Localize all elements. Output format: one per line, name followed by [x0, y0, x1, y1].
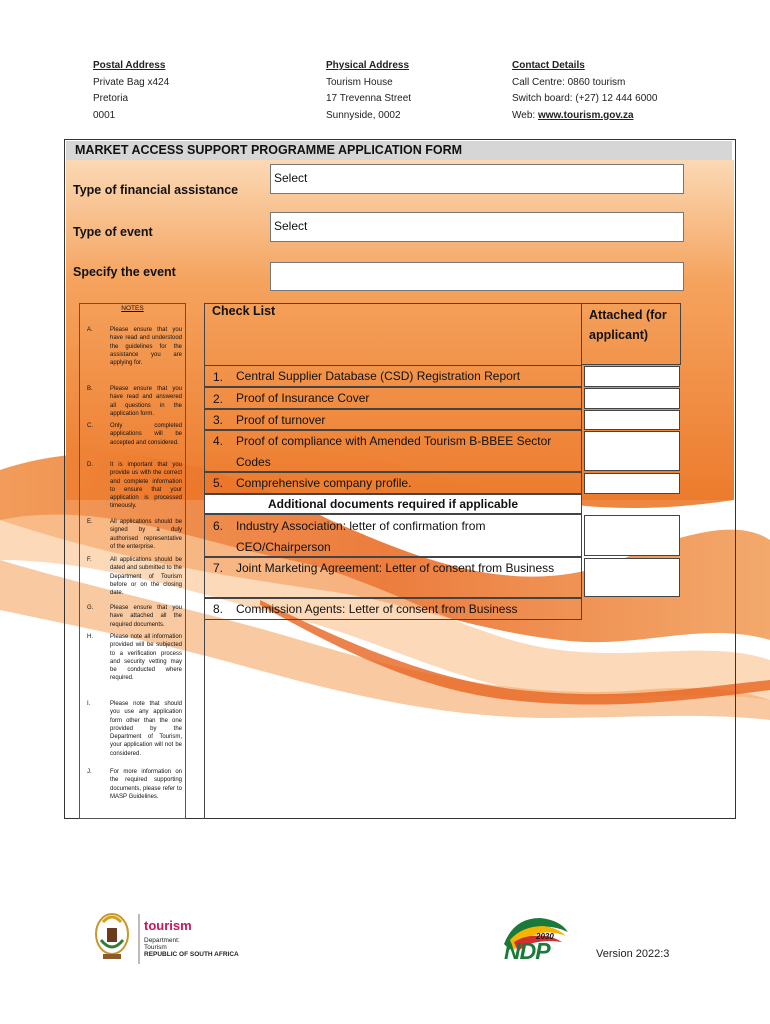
checklist-num: 2. — [213, 392, 224, 406]
checklist-row — [204, 472, 582, 494]
checklist-num: 4. — [213, 434, 224, 448]
note-letter: C. — [87, 423, 93, 429]
postal-line: 0001 — [93, 109, 116, 121]
dept-line: Tourism — [144, 944, 167, 951]
attached-checkbox-6[interactable] — [584, 515, 680, 556]
checklist-num: 8. — [213, 602, 224, 616]
note-letter: B. — [87, 386, 93, 392]
note-letter: F. — [87, 557, 92, 563]
dept-line: REPUBLIC OF SOUTH AFRICA — [144, 951, 239, 958]
note-text: Please note that should you use any application form other than the one provided by the Department of Tourism, your application will not be considered. — [110, 701, 182, 757]
attached-checkbox-2[interactable] — [584, 388, 680, 409]
checklist-heading: Check List — [212, 304, 276, 318]
physical-address-heading: Physical Address — [326, 60, 410, 71]
checklist-num: 6. — [213, 519, 224, 533]
attached-checkbox-1[interactable] — [584, 366, 680, 387]
postal-address-block — [93, 58, 169, 124]
checklist-text: Proof of compliance with Amended Tourism B-BBEE Sector Codes — [236, 434, 552, 469]
department-of-tourism-logo — [93, 910, 253, 966]
note-text: Only completed applications will be accepted and considered. — [110, 423, 182, 446]
notes-title: NOTES — [121, 305, 144, 312]
checklist-row — [204, 430, 582, 472]
checklist-num: 1. — [213, 370, 224, 384]
checklist-text: Commission Agents: Letter of consent from Business — [236, 602, 518, 616]
physical-line: Sunnyside, 0002 — [326, 109, 401, 121]
postal-line: Pretoria — [93, 93, 129, 104]
website-link[interactable]: www.tourism.gov.za — [537, 109, 634, 121]
ndp-text: NDP — [504, 938, 550, 964]
note-letter: J. — [87, 769, 92, 775]
specify-event-label: Specify the event — [73, 265, 176, 279]
ndp-2030-logo — [500, 914, 572, 964]
note-text: All applications should be dated and submitted to the Department of Tourism before or on the closing date. — [110, 557, 182, 597]
version-label: Version 2022:3 — [596, 948, 670, 960]
specify-event-input[interactable] — [270, 262, 684, 291]
additional-documents-heading: Additional documents required if applicable — [204, 494, 582, 514]
web-prefix: Web: — [512, 109, 538, 121]
attached-checkbox-4[interactable] — [584, 431, 680, 471]
note-text: Please ensure that you have read and answered all questions in the application form. — [110, 386, 182, 417]
checklist-text: Joint Marketing Agreement: Letter of consent from Business — [236, 561, 555, 575]
note-text: All applications should be signed by a duly authorised representative of the enterprise. — [110, 519, 182, 550]
attached-checkbox-3[interactable] — [584, 410, 680, 430]
note-letter: E. — [87, 519, 93, 525]
contact-line: Call Centre: 0860 tourism — [512, 76, 626, 88]
note-letter: A. — [87, 327, 93, 333]
note-text: It is important that you provide us with the correct and complete information to ensure that your application is processed timeously. — [110, 462, 182, 510]
ndp-year: 2030 — [536, 932, 554, 941]
checklist-num: 7. — [213, 561, 224, 575]
attached-checkbox-5[interactable] — [584, 473, 680, 494]
checklist-row — [204, 409, 582, 430]
attached-heading: Attached (for applicant) — [589, 308, 667, 342]
notes-panel — [79, 303, 186, 819]
contact-web-line — [512, 108, 657, 125]
attached-checkbox-7[interactable] — [584, 558, 680, 597]
checklist-text: Comprehensive company profile. — [236, 476, 412, 490]
note-letter: G. — [87, 605, 94, 611]
checklist-text: Proof of turnover — [236, 413, 326, 427]
postal-address-heading: Postal Address — [93, 60, 166, 71]
physical-address-block — [326, 58, 411, 124]
financial-assistance-label: Type of financial assistance — [73, 183, 239, 197]
note-text: For more information on the required supporting documents, please refer to MASP Guidelines. — [110, 769, 182, 800]
note-text: Please note all information provided will be subjected to a verification process and security vetting may be conducted where required. — [110, 634, 182, 682]
note-text: Please ensure that you have attached all the required documents. — [110, 605, 182, 628]
contact-line: Switch board: (+27) 12 444 6000 — [512, 93, 658, 104]
checklist-text: Industry Association: letter of confirmation from CEO/Chairperson — [236, 519, 486, 554]
contact-details-heading: Contact Details — [512, 60, 585, 71]
dept-line: Department: — [144, 937, 180, 944]
note-letter: H. — [87, 634, 93, 640]
contact-details-block — [512, 58, 657, 124]
tourism-wordmark: tourism — [144, 918, 192, 933]
physical-line: 17 Trevenna Street — [326, 93, 412, 104]
checklist-text: Central Supplier Database (CSD) Registration Report — [236, 369, 521, 383]
checklist-row — [204, 514, 582, 557]
checklist-num: 5. — [213, 476, 224, 490]
checklist-row — [204, 598, 582, 620]
financial-assistance-select[interactable]: Select — [270, 164, 684, 194]
physical-line: Tourism House — [326, 76, 393, 88]
event-type-select[interactable]: Select — [270, 212, 684, 242]
note-letter: D. — [87, 462, 93, 468]
note-letter: I. — [87, 701, 91, 707]
checklist-text: Proof of Insurance Cover — [236, 391, 370, 405]
note-text: Please ensure that you have read and understood the guidelines for the assistance you are applying for. — [110, 327, 182, 367]
checklist-row — [204, 387, 582, 409]
checklist-row — [204, 365, 582, 387]
form-title: MARKET ACCESS SUPPORT PROGRAMME APPLICATION FORM — [66, 141, 732, 160]
checklist-row — [204, 557, 582, 598]
postal-line: Private Bag x424 — [93, 76, 170, 88]
checklist-num: 3. — [213, 413, 224, 427]
event-type-label: Type of event — [73, 225, 153, 239]
